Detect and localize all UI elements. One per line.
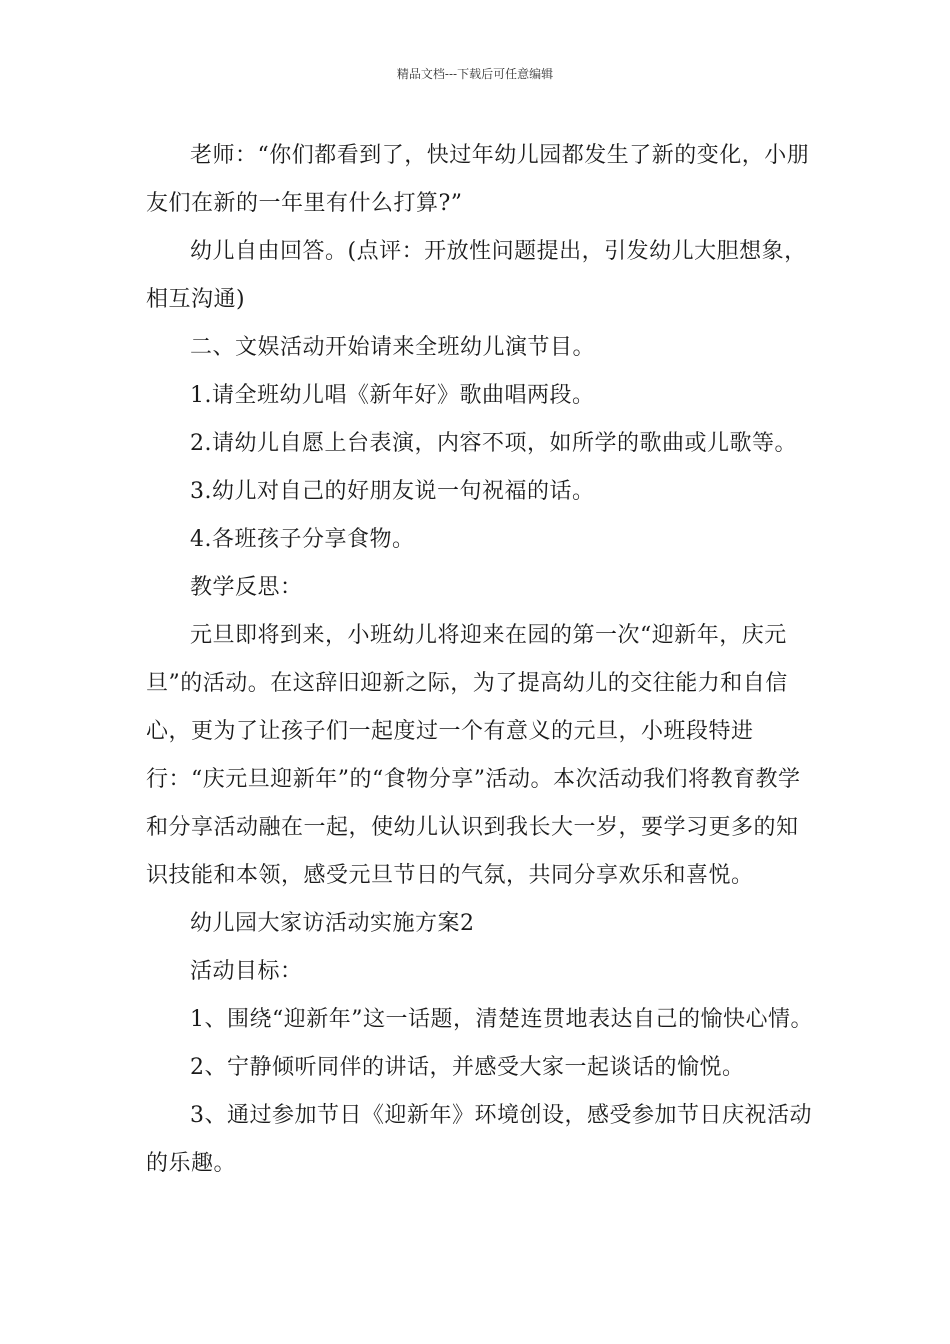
paragraph-reflection-heading: 教学反思： <box>190 575 303 600</box>
paragraph-reflection-body: 元旦即将到来，小班幼儿将迎来在园的第一次“迎新年，庆元旦”的活动。在这辞旧迎新之际，为了提高幼儿的交往能力和自信心，更为了让孩子们一起度过一个有意义的元旦，小班段特进行：“庆元旦迎新年”的“食物分享”活动。本次活动我们将教育教学和分享活动融在一起，使幼儿认识到我长大一岁，要学习更多的知识技能和本领，感受元旦节日的气氛，共同分享欢乐和喜悦。 <box>146 623 801 888</box>
paragraph-item-1: 1.请全班幼儿唱《新年好》歌曲唱两段。 <box>190 383 595 408</box>
paragraph-goals-heading: 活动目标： <box>190 959 303 984</box>
paragraph-goal-3: 3、通过参加节日《迎新年》环境创设，感受参加节日庆祝活动的乐趣。 <box>146 1103 812 1176</box>
paragraph-goal-1: 1、围绕“迎新年”这一话题，清楚连贯地表达自己的愉快心情。 <box>190 1007 813 1032</box>
paragraph-item-4: 4.各班孩子分享食物。 <box>190 527 415 552</box>
paragraph-plan-title: 幼儿园大家访活动实施方案2 <box>190 911 475 936</box>
paragraph-children-answer: 幼儿自由回答。(点评：开放性问题提出，引发幼儿大胆想象，相互沟通) <box>146 239 807 312</box>
paragraph-item-2: 2.请幼儿自愿上台表演，内容不项，如所学的歌曲或儿歌等。 <box>190 431 797 456</box>
page-header: 精品文档---下载后可任意编辑 <box>396 67 554 81</box>
document-body <box>146 132 814 1188</box>
paragraph-teacher-question: 老师：“你们都看到了，快过年幼儿园都发生了新的变化，小朋友们在新的一年里有什么打算?” <box>146 143 810 216</box>
paragraph-item-3: 3.幼儿对自己的好朋友说一句祝福的话。 <box>190 479 595 504</box>
paragraph-goal-2: 2、宁静倾听同伴的讲话，并感受大家一起谈话的愉悦。 <box>190 1055 745 1080</box>
paragraph-section-two: 二、文娱活动开始请来全班幼儿演节目。 <box>190 335 596 360</box>
